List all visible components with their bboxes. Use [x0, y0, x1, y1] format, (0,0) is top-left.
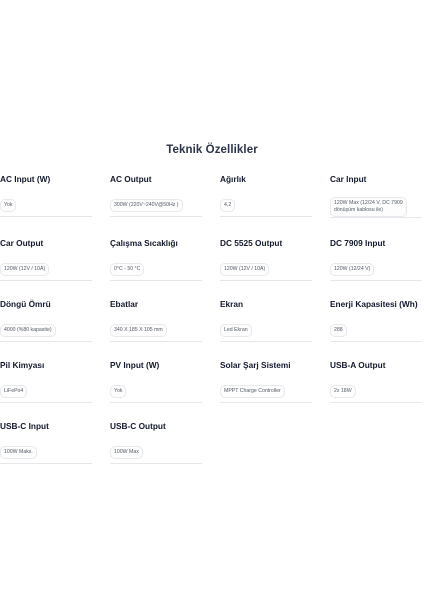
spec-value-box [110, 379, 202, 403]
spec-label: USB-C Output [110, 421, 166, 431]
spec-label: Car Output [0, 238, 44, 248]
spec-value-box [220, 193, 312, 217]
spec-label: DC 5525 Output [220, 238, 283, 248]
spec-value: 4,2 [220, 199, 235, 212]
spec-grid [0, 174, 424, 482]
spec-value-box [0, 257, 92, 281]
spec-label: Ağırlık [220, 174, 246, 184]
spec-value-box [0, 193, 92, 217]
spec-value-box [110, 440, 202, 464]
spec-label: PV Input (W) [110, 360, 160, 370]
spec-label: AC Input (W) [0, 174, 51, 184]
spec-label: Çalışma Sıcaklığı [110, 238, 178, 248]
spec-ac-input [0, 174, 100, 217]
spec-value-box [220, 379, 312, 403]
spec-operating-temp [110, 238, 210, 281]
spec-value-box [330, 193, 422, 218]
spec-value-box [220, 318, 312, 342]
spec-label: Ebatlar [110, 299, 139, 309]
spec-value-box [330, 379, 422, 403]
spec-value-box [110, 318, 202, 342]
spec-row [0, 299, 424, 360]
spec-label: Döngü Ömrü [0, 299, 51, 309]
page-title: Teknik Özellikler [166, 144, 258, 156]
spec-value-box [0, 379, 92, 403]
spec-row [0, 360, 424, 421]
spec-label: DC 7909 Input [330, 238, 386, 248]
spec-value: Yok [110, 385, 126, 398]
spec-pv-input [110, 360, 210, 403]
spec-row [0, 238, 424, 299]
spec-value-box [0, 440, 92, 464]
spec-value: 0°C - 50 °C [110, 263, 144, 276]
spec-value: 288 [330, 324, 347, 337]
spec-label: Car Input [330, 174, 367, 184]
spec-value: 100W Maks. [0, 446, 37, 459]
spec-value: 340 X 185 X 105 mm [110, 324, 167, 337]
spec-usb-c-input [0, 421, 100, 464]
spec-label: Solar Şarj Sistemi [220, 360, 291, 370]
spec-row [0, 174, 424, 238]
spec-battery-chemistry [0, 360, 100, 403]
spec-label: USB-C Input [0, 421, 49, 431]
spec-value: LiFePo4 [0, 385, 27, 398]
spec-car-output [0, 238, 100, 281]
spec-value-box [330, 257, 422, 281]
spec-value: 4000 (%80 kapasite) [0, 324, 56, 337]
spec-value-box [0, 318, 92, 342]
spec-value-box [220, 257, 312, 281]
spec-value: 2x 18W [330, 385, 356, 398]
spec-value-line: dönüşüm kablosu ile) [334, 207, 384, 213]
spec-usb-a-output [330, 360, 424, 403]
spec-value-box [110, 193, 202, 217]
spec-energy-capacity [330, 299, 424, 342]
spec-cycle-life [0, 299, 100, 342]
spec-value: Led Ekran [220, 324, 252, 337]
spec-value [330, 197, 407, 217]
spec-label: AC Output [110, 174, 152, 184]
spec-value-box [330, 318, 422, 342]
spec-value: MPPT Charge Controller [220, 385, 285, 398]
spec-value: 120W (12V / 10A) [220, 263, 269, 276]
spec-label: Enerji Kapasitesi (Wh) [330, 299, 418, 309]
spec-dimensions [110, 299, 210, 342]
spec-solar-charge [220, 360, 320, 403]
spec-dc7909-input [330, 238, 424, 281]
spec-value-line: 120W Max (12/24 V, DC 7909 [334, 200, 403, 206]
spec-usb-c-output [110, 421, 210, 464]
spec-screen [220, 299, 320, 342]
spec-value: 100W Max [110, 446, 143, 459]
spec-ac-output [110, 174, 210, 217]
spec-value: Yok [0, 199, 16, 212]
spec-label: Pil Kimyası [0, 360, 45, 370]
spec-value: 120W (12V / 10A) [0, 263, 49, 276]
spec-value: 300W (220V~240V@50Hz ) [110, 199, 183, 212]
spec-value-box [110, 257, 202, 281]
spec-value: 120W (12/24 V) [330, 263, 374, 276]
spec-car-input [330, 174, 424, 218]
spec-row [0, 421, 424, 482]
spec-label: Ekran [220, 299, 244, 309]
spec-dc5525-output [220, 238, 320, 281]
spec-weight [220, 174, 320, 217]
spec-label: USB-A Output [330, 360, 386, 370]
